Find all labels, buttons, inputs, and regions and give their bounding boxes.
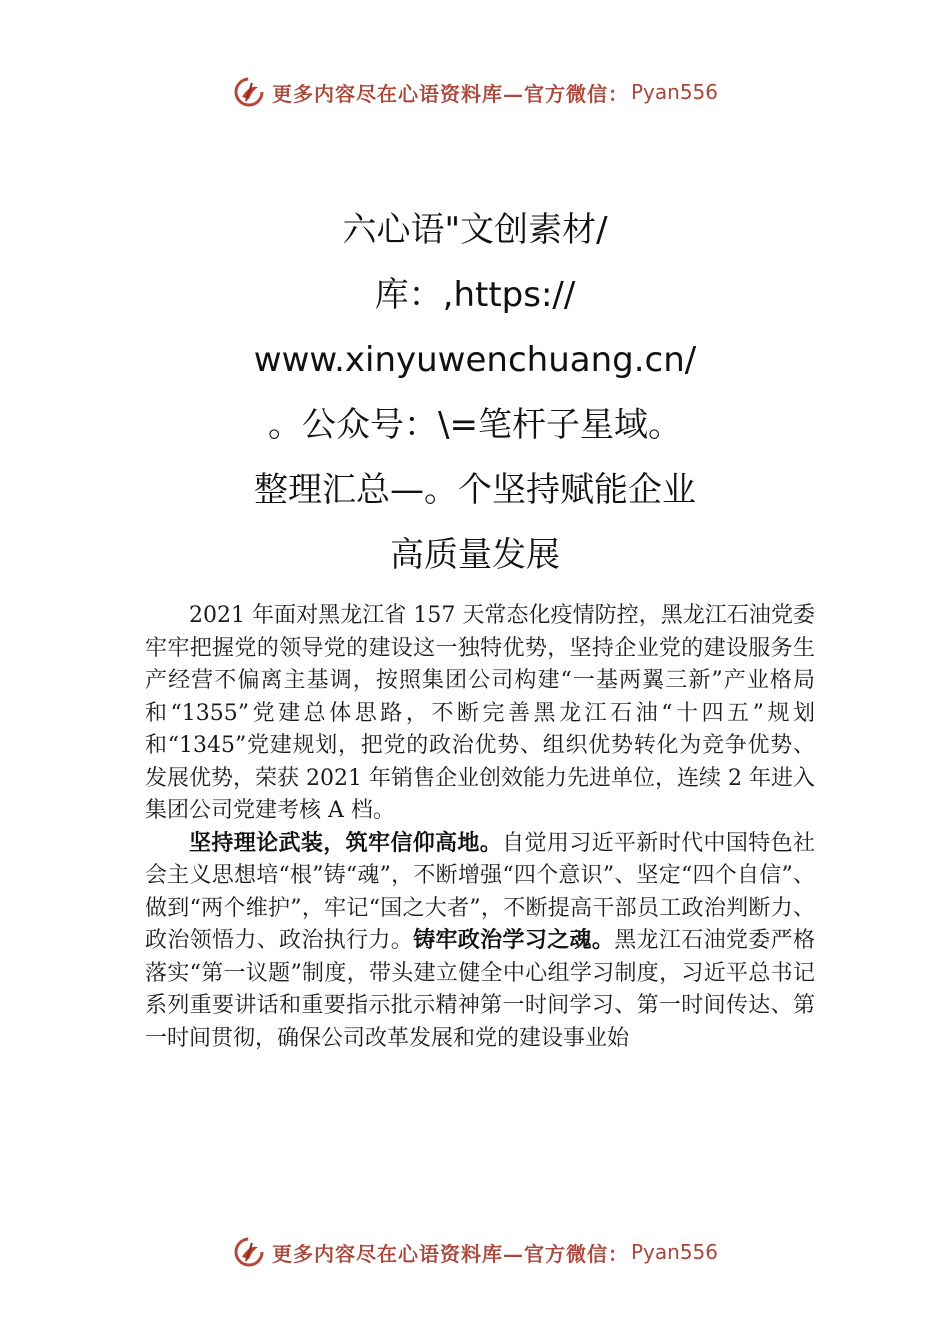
- subsection-heading: 铸牢政治学习之魂。: [413, 928, 615, 953]
- title-line-2: 库：,https://: [374, 275, 576, 315]
- banner-wechat-id: Pyan556: [630, 80, 718, 104]
- title-line-6: 高质量发展: [390, 535, 560, 575]
- paragraph-2-text-2: 黑龙江石油党委严格落实“第一议题”制度，带头建立健全中心组学习制度，习近平总书记系列重要讲话和重要指示批示精神第一时间学习、第一时间传达、第一时间贯彻，确保公司改革发展和党的建设事业始: [145, 928, 815, 1051]
- banner-text: 更多内容尽在心语资料库—官方微信：: [271, 1241, 629, 1266]
- title-line-5: 整理汇总—。个坚持赋能企业: [254, 470, 696, 510]
- footer-watermark-banner: [0, 1232, 950, 1272]
- section-heading: 坚持理论武装，筑牢信仰高地。: [189, 830, 503, 856]
- document-title: [0, 198, 950, 588]
- paragraph-2: [145, 828, 815, 1056]
- ink-brush-logo-icon: [232, 1235, 266, 1269]
- banner-wechat-id: Pyan556: [630, 1240, 718, 1264]
- title-line-3: www.xinyuwenchuang.cn/: [253, 340, 697, 380]
- title-line-1: 六心语"文创素材/: [342, 210, 608, 250]
- ink-brush-logo-icon: [232, 75, 266, 109]
- paragraph-1: 2021 年面对黑龙江省 157 天常态化疫情防控，黑龙江石油党委牢牢把握党的领导党的建设这一独特优势，坚持企业党的建设服务生产经营不偏离主基调，按照集团公司构建“一基两翼三新”产业格局和“1355”党建总体思路，不断完善黑龙江石油“十四五”规划和“1345”党建规划，把党的政治优势、组织优势转化为竞争优势、发展优势，荣获 2021 年销售企业创效能力先进单位，连续 2 年进入集团公司党建考核 A 档。: [145, 603, 816, 823]
- document-body: [145, 600, 815, 1055]
- title-line-4: 。公众号：\=笔杆子星域。: [268, 405, 682, 445]
- banner-text: 更多内容尽在心语资料库—官方微信：: [271, 81, 629, 106]
- paragraph-2-text-1: 自觉用习近平新时代中国特色社会主义思想培“根”铸“魂”，不断增强“四个意识”、坚定“四个自信”、做到“两个维护”，牢记“国之大者”，不断提高干部员工政治判断力、政治领悟力、政治执行力。: [145, 830, 815, 953]
- header-watermark-banner: [0, 72, 950, 112]
